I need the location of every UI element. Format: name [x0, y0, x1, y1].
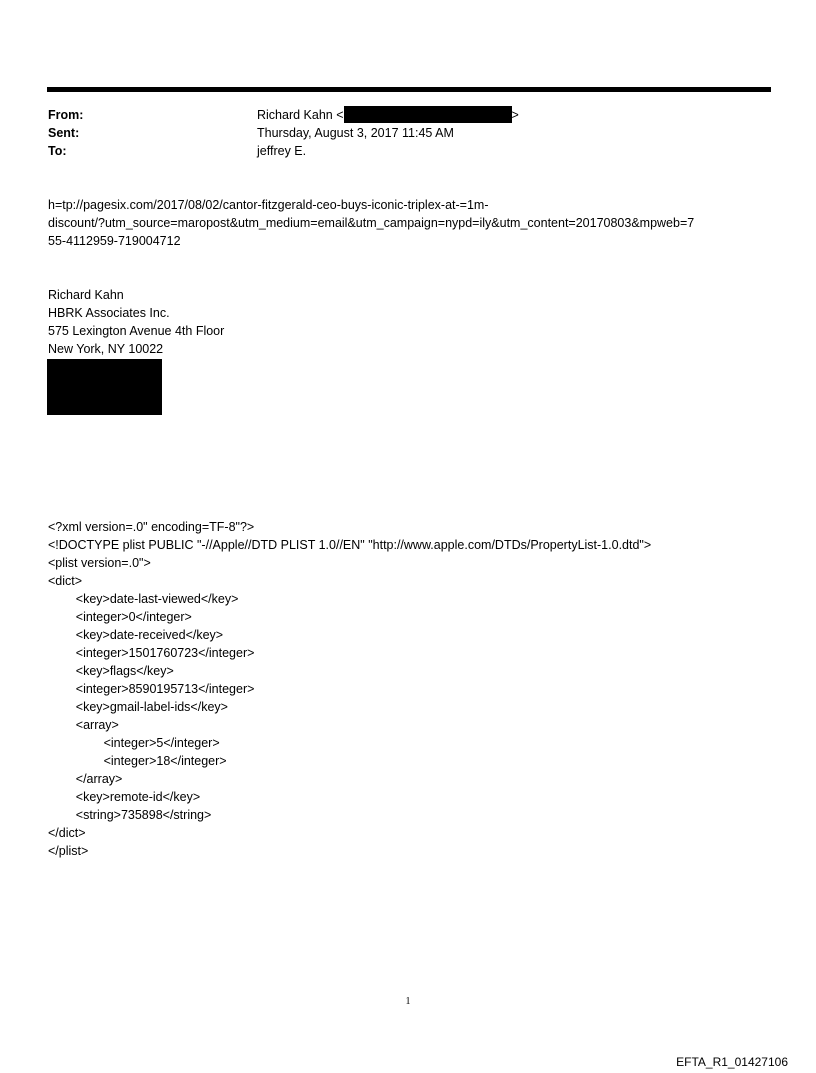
- to-value: jeffrey E.: [257, 144, 307, 158]
- plist-line: <key>gmail-label-ids</key>: [48, 700, 228, 714]
- sent-label: Sent:: [48, 126, 80, 140]
- header-rule: [47, 87, 771, 92]
- from-name: Richard Kahn <: [257, 108, 344, 122]
- plist-line: <dict>: [48, 574, 83, 588]
- from-suffix: >: [511, 108, 519, 122]
- plist-line: <integer>8590195713</integer>: [48, 682, 255, 696]
- page-number: 1: [405, 996, 411, 1007]
- plist-line: </dict>: [48, 826, 86, 840]
- plist-line: <string>735898</string>: [48, 808, 212, 822]
- plist-line: <integer>0</integer>: [48, 610, 192, 624]
- plist-line: <key>remote-id</key>: [48, 790, 201, 804]
- document-id: EFTA_R1_01427106: [676, 1055, 788, 1069]
- from-label: From:: [48, 108, 84, 122]
- plist-line: <array>: [48, 718, 119, 732]
- sent-value: Thursday, August 3, 2017 11:45 AM: [257, 126, 454, 140]
- signature-line: New York, NY 10022: [48, 342, 164, 356]
- signature-line: 575 Lexington Avenue 4th Floor: [48, 324, 225, 338]
- plist-line: </array>: [48, 772, 123, 786]
- plist-line: <plist version=.0">: [48, 556, 151, 570]
- plist-line: <key>date-received</key>: [48, 628, 224, 642]
- signature-line: Richard Kahn: [48, 288, 124, 302]
- plist-line: <key>flags</key>: [48, 664, 174, 678]
- redaction-box: [47, 359, 162, 415]
- url-line: discount/?utm_source=maropost&utm_medium=email&utm_campaign=nypd=ily&utm_content=20170803&mpweb=7: [48, 216, 695, 230]
- signature-line: HBRK Associates Inc.: [48, 306, 170, 320]
- plist-line: <integer>5</integer>: [48, 736, 220, 750]
- from-value: [257, 106, 519, 124]
- plist-line: </plist>: [48, 844, 89, 858]
- url-line: h=tp://pagesix.com/2017/08/02/cantor-fitzgerald-ceo-buys-iconic-triplex-at-=1m-: [48, 198, 489, 212]
- plist-line: <integer>1501760723</integer>: [48, 646, 255, 660]
- plist-line: <?xml version=.0" encoding=TF-8"?>: [48, 520, 255, 534]
- to-label: To:: [48, 144, 67, 158]
- plist-line: <!DOCTYPE plist PUBLIC "-//Apple//DTD PLIST 1.0//EN" "http://www.apple.com/DTDs/PropertyList-1.0.dtd">: [48, 538, 652, 552]
- plist-line: <key>date-last-viewed</key>: [48, 592, 239, 606]
- redaction-box: [344, 106, 512, 123]
- url-line: 55-4112959-719004712: [48, 234, 181, 248]
- plist-line: <integer>18</integer>: [48, 754, 227, 768]
